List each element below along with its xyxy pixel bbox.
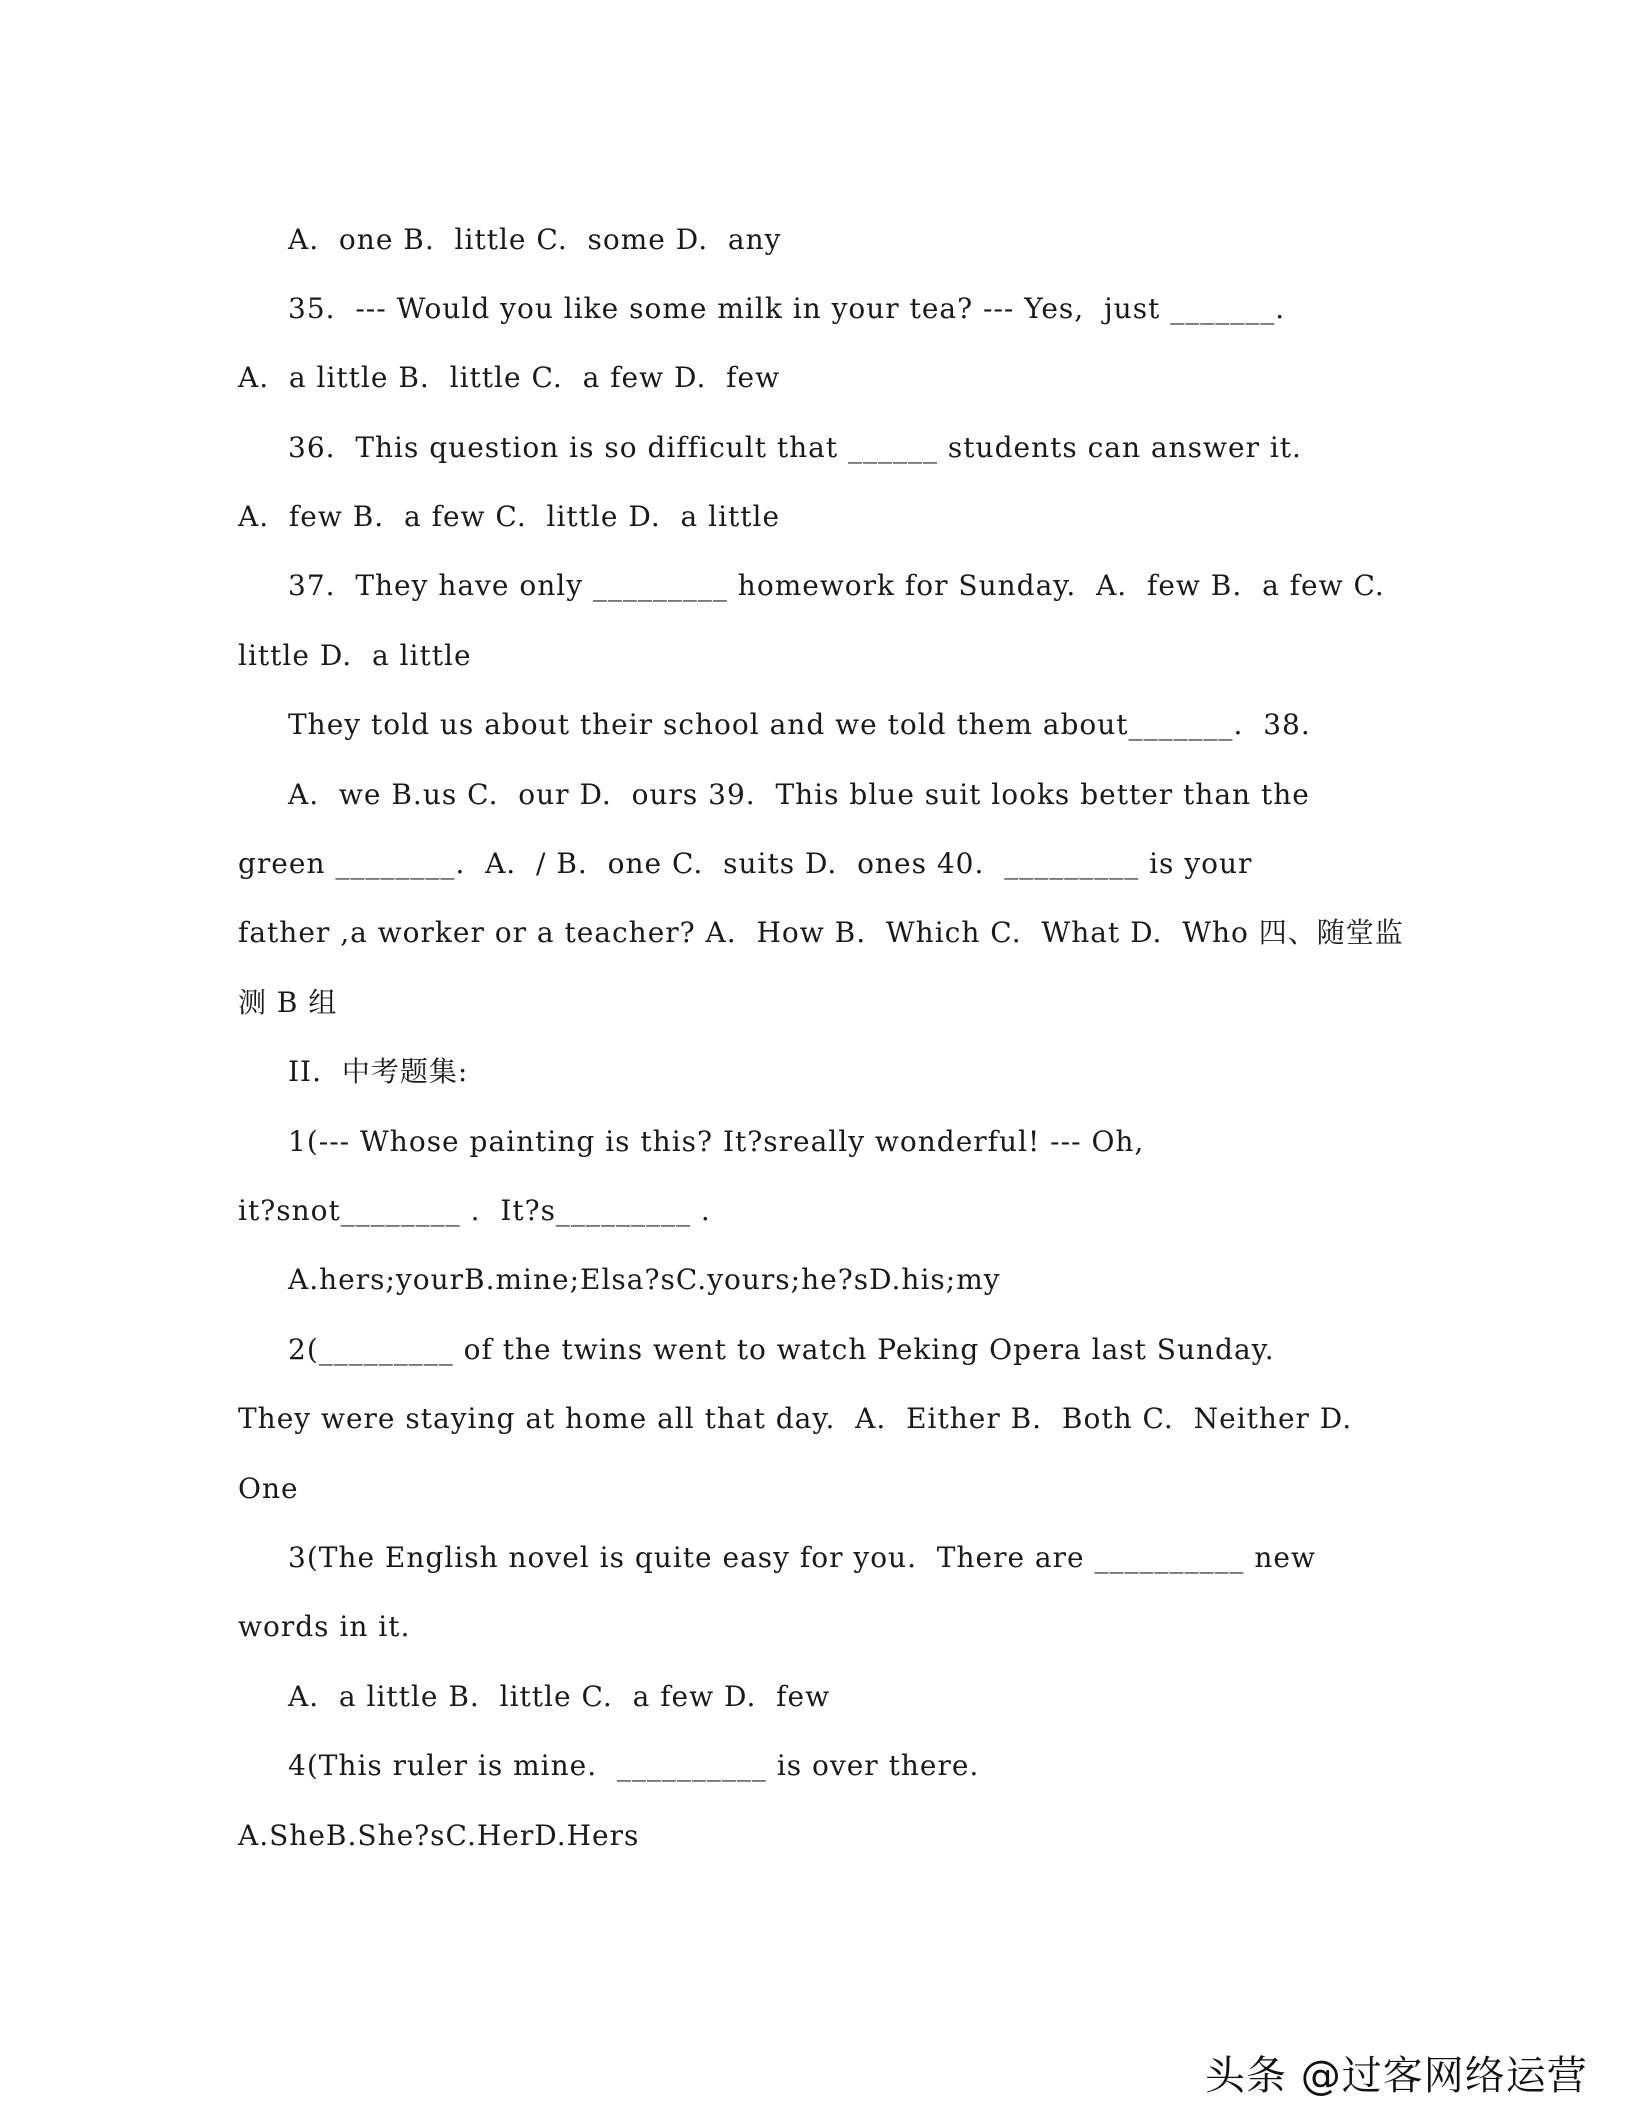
- text-line-3: A. a little B. little C. a few D. few: [238, 361, 781, 394]
- text-line-24: A.SheB.She?sC.HerD.Hers: [238, 1819, 640, 1852]
- text-line-21: words in it.: [238, 1610, 411, 1643]
- text-line-19: One: [238, 1472, 299, 1505]
- text-line-6: 37. They have only _________ homework for Sunday. A. few B. a few C.: [288, 569, 1385, 602]
- text-line-18: They were staying at home all that day. A. Either B. Both C. Neither D.: [238, 1402, 1353, 1435]
- section-heading: II. 中考题集:: [288, 1055, 469, 1088]
- text-line-4: 36. This question is so difficult that ______ students can answer it.: [288, 431, 1302, 464]
- text-line-11: father ,a worker or a teacher? A. How B. Which C. What D. Who 四、随堂监: [238, 916, 1404, 949]
- text-line-16: A.hers;yourB.mine;Elsa?sC.yours;he?sD.his;my: [288, 1263, 1001, 1296]
- text-line-20: 3(The English novel is quite easy for you. There are __________ new: [288, 1541, 1316, 1574]
- text-line-8: They told us about their school and we told them about_______. 38.: [288, 708, 1311, 741]
- text-line-2: 35. --- Would you like some milk in your tea? --- Yes, just _______.: [288, 292, 1286, 325]
- text-line-17: 2(_________ of the twins went to watch Peking Opera last Sunday.: [288, 1333, 1275, 1366]
- text-line-22: A. a little B. little C. a few D. few: [288, 1680, 831, 1713]
- text-line-7: little D. a little: [238, 639, 472, 672]
- text-line-10: green ________. A. / B. one C. suits D. ones 40. _________ is your: [238, 847, 1253, 880]
- text-line-14: 1(--- Whose painting is this? It?sreally wonderful! --- Oh,: [288, 1125, 1145, 1158]
- text-line-1: A. one B. little C. some D. any: [288, 223, 782, 256]
- text-line-5: A. few B. a few C. little D. a little: [238, 500, 781, 533]
- text-line-9: A. we B.us C. our D. ours 39. This blue suit looks better than the: [288, 778, 1310, 811]
- watermark-text: 头条 @过客网络运营: [1205, 2053, 1588, 2099]
- text-line-23: 4(This ruler is mine. __________ is over there.: [288, 1749, 980, 1782]
- text-line-15: it?snot________ . It?s_________ .: [238, 1194, 711, 1227]
- text-line-12: 测 B 组: [238, 986, 338, 1019]
